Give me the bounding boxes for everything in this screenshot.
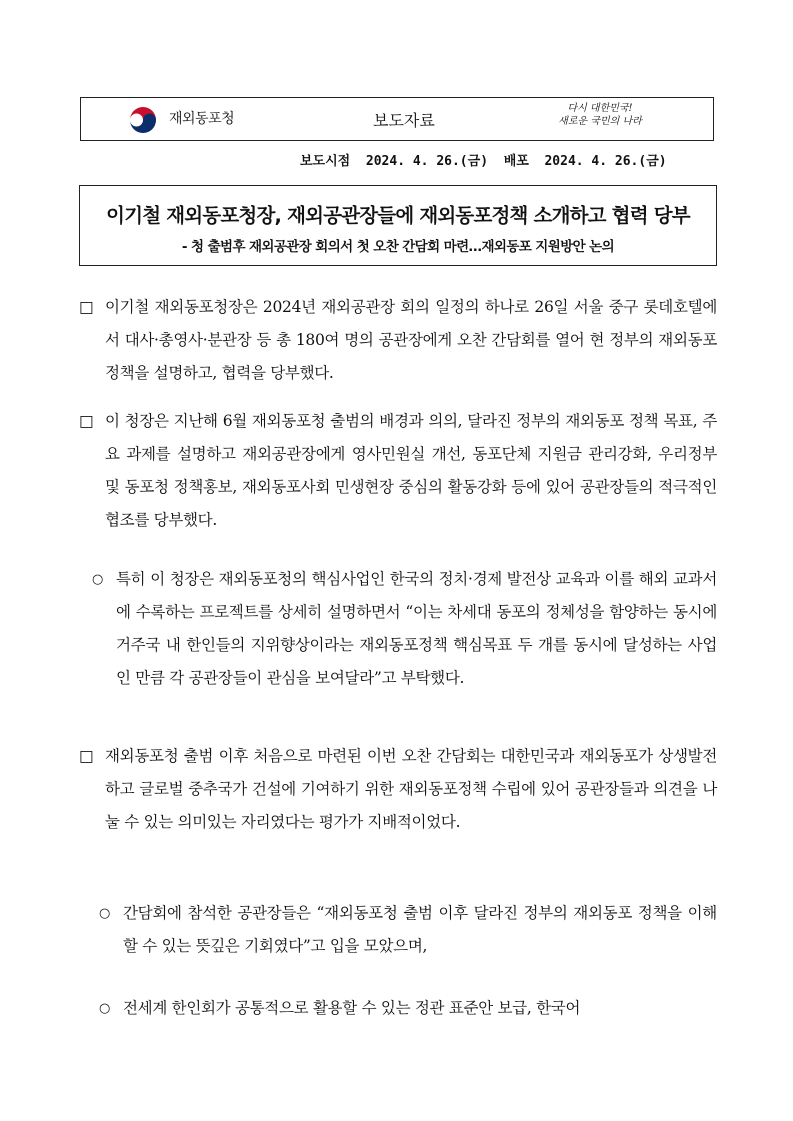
distribution-date: 2024. 4. 26.(금) (544, 154, 667, 169)
headline-box (79, 185, 717, 266)
document-type: 보도자료 (373, 111, 435, 130)
release-label: 보도시점 (300, 154, 351, 169)
headline-title: 이기철 재외동포청장, 재외공관장들에 재외동포정책 소개하고 협력 당부 (106, 204, 690, 227)
body-paragraph (79, 740, 717, 839)
release-dates (300, 150, 667, 169)
paragraph-text: 이기철 재외동포청장은 2024년 재외공관장 회의 일정의 하나로 26일 서울 중구 롯데호텔에서 대사·총영사·분관장 등 총 180여 명의 공관장에게 오찬 간담회를 열어 현 정부의 재외동포 정책을 설명하고, 협력을 당부했다. (105, 298, 717, 382)
bullet-marker: □ (79, 298, 94, 316)
paragraph-text: 특히 이 청장은 재외동포청의 핵심사업인 한국의 정치·경제 발전상 교육과 이를 해외 교과서에 수록하는 프로젝트를 상세히 설명하면서 “이는 차세대 동포의 정체성을 함양하는 동시에 거주국 내 한인들의 지위향상이라는 재외동포정책 핵심목표 두 개를 동시에 달성하는 사업인 만큼 각 공관장들이 관심을 보여달라”고 부탁했다. (116, 570, 717, 687)
bullet-marker: □ (79, 412, 94, 430)
distribution-label: 배포 (503, 154, 529, 169)
government-emblem-icon (129, 106, 157, 134)
body-subparagraph (99, 992, 717, 1025)
body-subparagraph (92, 563, 717, 695)
bullet-marker: ○ (92, 572, 104, 587)
headline-subtitle: - 청 출범후 재외공관장 회의서 첫 오찬 간담회 마련…재외동포 지원방안 논의 (181, 239, 615, 255)
bullet-marker: ○ (99, 906, 111, 921)
slogan-line-2: 새로운 국민의 나라 (558, 116, 642, 127)
bullet-marker: ○ (99, 1001, 111, 1016)
paragraph-text: 간담회에 참석한 공관장들은 “재외동포청 출범 이후 달라진 정부의 재외동포 정책을 이해할 수 있는 뜻깊은 기회였다”고 입을 모았으며, (123, 904, 717, 955)
body-paragraph (79, 405, 717, 537)
paragraph-text: 전세계 한인회가 공통적으로 활용할 수 있는 정관 표준안 보급, 한국어 (123, 999, 581, 1017)
body-subparagraph (99, 897, 717, 963)
slogan-line-1: 다시 대한민국! (567, 103, 633, 114)
body-paragraph (79, 291, 717, 390)
release-date: 2024. 4. 26.(금) (365, 154, 489, 169)
paragraph-text: 재외동포청 출범 이후 처음으로 마련된 이번 오찬 간담회는 대한민국과 재외동포가 상생발전하고 글로벌 중추국가 건설에 기여하기 위한 재외동포정책 수립에 있어 공관장들과 의견을 나눌 수 있는 의미있는 자리였다는 평가가 지배적이었다. (105, 747, 717, 831)
bullet-marker: □ (79, 747, 94, 765)
paragraph-text: 이 청장은 지난해 6월 재외동포청 출범의 배경과 의의, 달라진 정부의 재외동포 정책 목표, 주요 과제를 설명하고 재외공관장에게 영사민원실 개선, 동포단체 지원금 관리강화, 우리정부 및 동포청 정책홍보, 재외동포사회 민생현장 중심의 활동강화 등에 있어 공관장들의 적극적인 협조를 당부했다. (105, 412, 717, 529)
header-box (80, 97, 714, 141)
agency-name: 재외동포청 (169, 111, 235, 127)
slogan (545, 102, 655, 128)
